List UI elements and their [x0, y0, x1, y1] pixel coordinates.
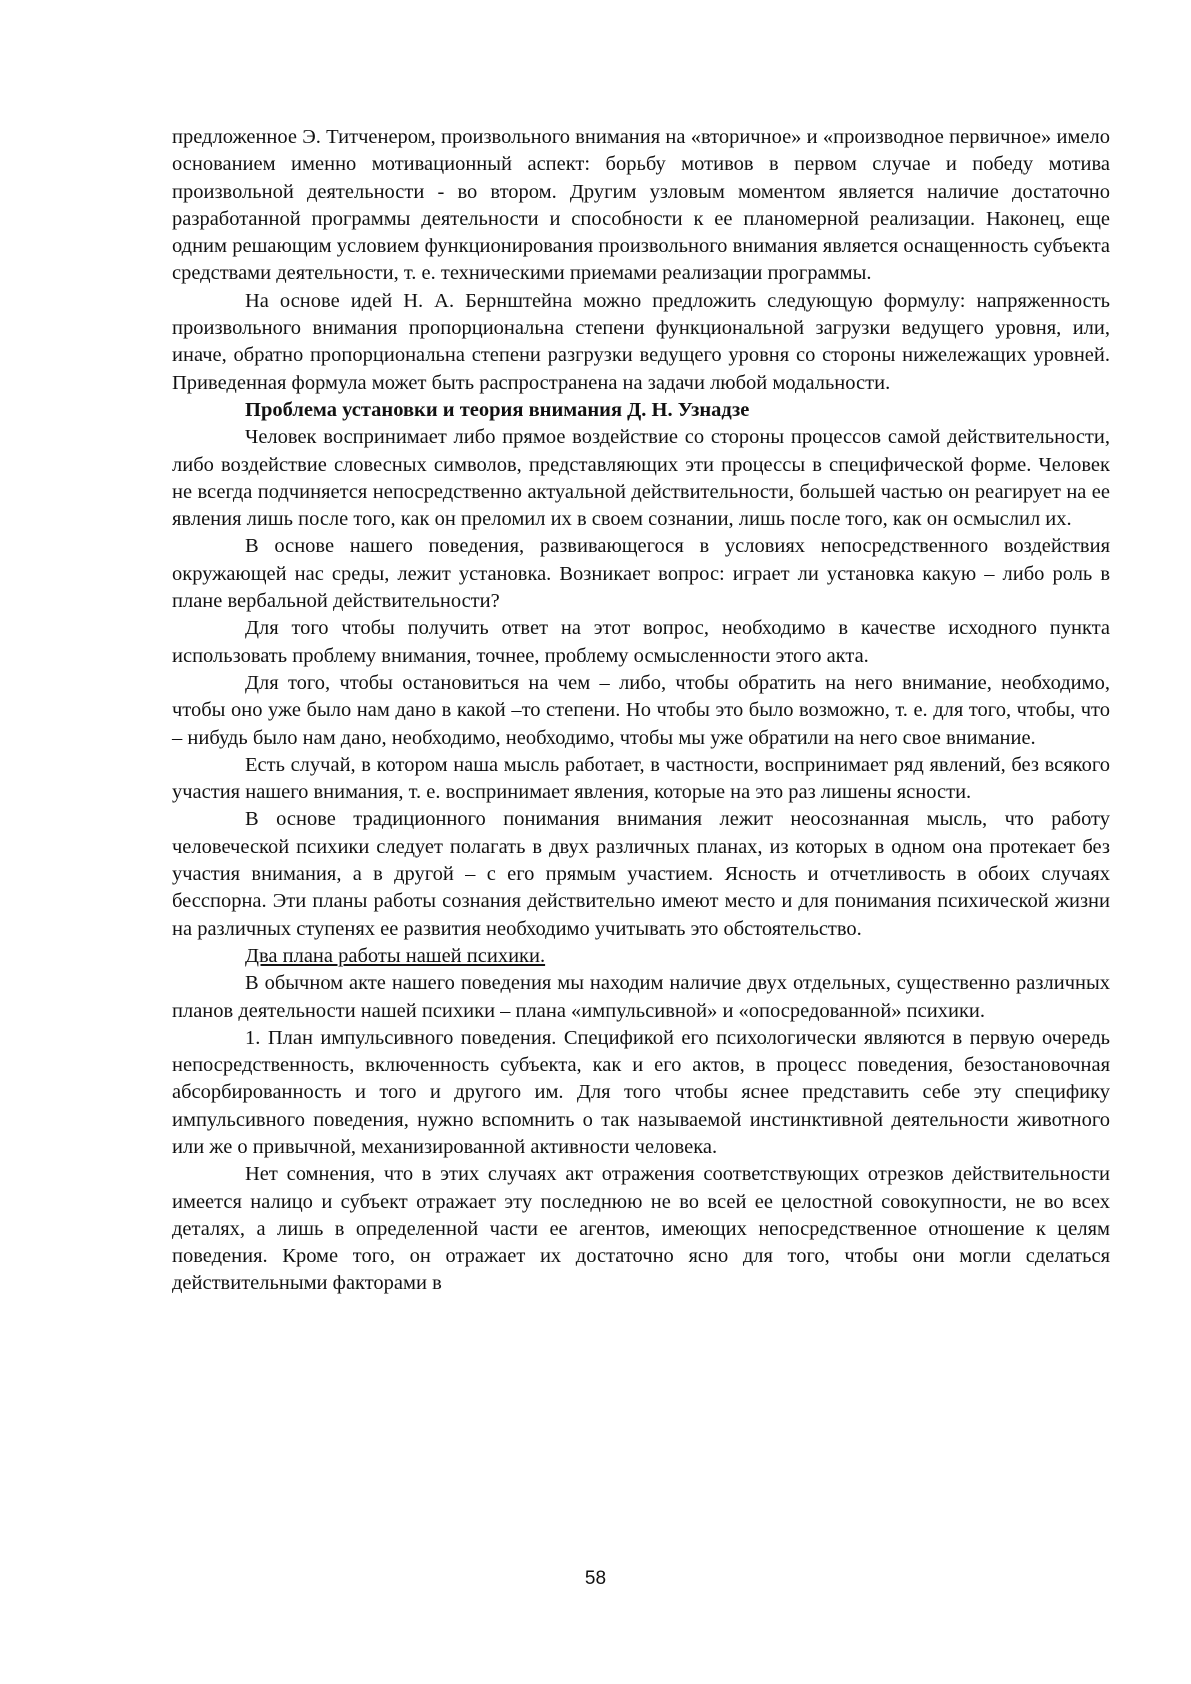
paragraph-reflection-act: Нет сомнения, что в этих случаях акт отражения соответствующих отрезков действительности имеется налицо и субъект отражает эту последнюю не во всей ее целостной совокупности, не во всех деталях, а лишь в определенной части ее агентов, имеющих непосредственное отношение к целям поведения. Кроме того, он отражает их достаточно ясно для того, чтобы они могли сделаться действительными факторами в — [172, 1163, 1110, 1295]
paragraph-perception: Человек воспринимает либо прямое воздействие со стороны процессов самой действительности, либо воздействие словесных символов, представляющих эти процессы в специфической форме. Человек не всегда подчиняется непосредственно актуальной действительности, большей частью он реагирует на ее явления лишь после того, как он преломил их в своем сознании, лишь после того, как он осмыслил их. — [172, 426, 1110, 531]
paragraph-titchener-continuation: предложенное Э. Титченером, произвольного внимания на «вторичное» и «производное первичное» имело основанием именно мотивационный аспект: борьбу мотивов в первом случае и победу мотива произвольной деятельности - во втором. Другим узловым моментом является наличие достаточно разработанной программы деятельности и способности к ее планомерной реализации. Наконец, еще одним решающим условием функционирования произвольного внимания является оснащенность субъекта средствами деятельности, т. е. техническими приемами реализации программы. — [172, 126, 1110, 285]
paragraph-traditional-understanding: В основе традиционного понимания внимания лежит неосознанная мысль, что работу человеческой психики следует полагать в двух различных планах, из которых в одном она протекает без участия внимания, а в другой – с его прямым участием. Ясность и отчетливость в обоих случаях бесспорна. Эти планы работы сознания действительно имеют место и для понимания психической жизни на различных ступенях ее развития необходимо учитывать это обстоятельство. — [172, 808, 1110, 940]
paragraph-bernstein-formula: На основе идей Н. А. Бернштейна можно предложить следующую формулу: напряженность произвольного внимания пропорциональна степени функциональной загрузки ведущего уровня, или, иначе, обратно пропорциональна степени разгрузки ведущего уровня со стороны нижележащих уровней. Приведенная формула может быть распространена на задачи любой модальности. — [172, 289, 1110, 394]
paragraph-set-basis: В основе нашего поведения, развивающегося в условиях непосредственного воздействия окружающей нас среды, лежит установка. Возникает вопрос: играет ли установка какую – либо роль в плане вербальной действительности? — [172, 535, 1110, 613]
document-body — [172, 124, 1110, 1298]
paragraph-impulsive-behavior: 1. План импульсивного поведения. Спецификой его психологически являются в первую очередь непосредственность, включенность субъекта, как и его актов, в процесс поведения, безостановочная абсорбированность и того и другого им. Для того чтобы яснее представить себе эту специфику импульсивного поведения, нужно вспомнить о так называемой инстинктивной деятельности животного или же о привычной, механизированной активности человека. — [172, 1026, 1110, 1158]
page-number: 58 — [584, 1568, 607, 1589]
paragraph-thought-without-attention: Есть случай, в котором наша мысль работает, в частности, воспринимает ряд явлений, без всякого участия нашего внимания, т. е. воспринимает явления, которые на это раз лишены ясности. — [172, 753, 1110, 804]
paragraph-attention-paradox: Для того, чтобы остановиться на чем – либо, чтобы обратить на него внимание, необходимо, чтобы оно уже было нам дано в какой –то степени. Но чтобы это было возможно, т. е. для того, чтобы, что – нибудь было нам дано, необходимо, необходимо, чтобы мы уже обратили на него свое внимание. — [172, 671, 1110, 749]
subheading-two-planes: Два плана работы нашей психики. — [245, 944, 546, 967]
section-heading-uznadze: Проблема установки и теория внимания Д. Н. Узнадзе — [245, 398, 750, 421]
paragraph-two-planes: В обычном акте нашего поведения мы находим наличие двух отдельных, существенно различных планов деятельности нашей психики – плана «импульсивной» и «опосредованной» психики. — [172, 972, 1110, 1022]
paragraph-answer-question: Для того чтобы получить ответ на этот вопрос, необходимо в качестве исходного пункта использовать проблему внимания, точнее, проблему осмысленности этого акта. — [172, 617, 1110, 667]
